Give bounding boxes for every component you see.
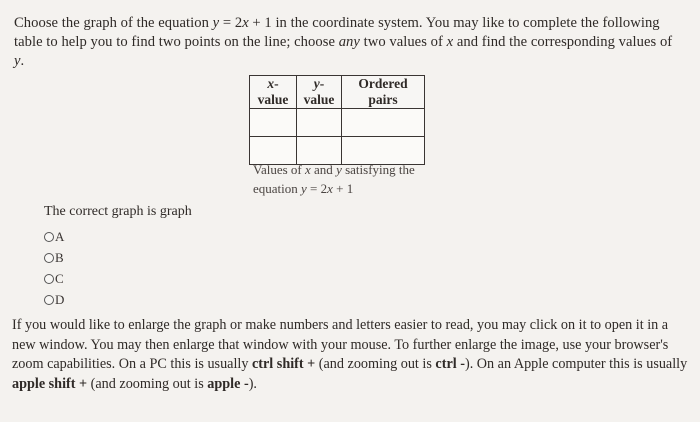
table-row [250, 109, 425, 137]
header-x-value: x-value [250, 76, 297, 109]
table-caption: Values of x and y satisfying the equation y = 2x + 1 [253, 162, 415, 196]
instruction-text: in the coordinate system. You may like to complete the following table to help you to find two points on the line; choose [14, 15, 660, 50]
radio-button[interactable] [44, 295, 54, 305]
instruction-text: Choose the graph of the equation [14, 15, 213, 31]
emphasis-any: any [338, 34, 360, 50]
radio-button[interactable] [44, 274, 54, 284]
equation: y = 2x + 1 [212, 15, 272, 31]
values-table [249, 75, 425, 165]
option-label: A [55, 228, 65, 244]
cell-x-value[interactable] [250, 109, 297, 137]
header-y-value: y-value [297, 76, 342, 109]
variable-y: y [14, 53, 21, 69]
option-label: B [55, 249, 64, 265]
question-prompt: The correct graph is graph [44, 204, 192, 219]
option-a[interactable] [44, 226, 64, 247]
option-label: D [55, 291, 65, 307]
header-ordered-pairs: Ordered pairs [342, 76, 425, 109]
instructions: Choose the graph of the equation y = 2x + 1 in the coordinate system. You may like to complete the following table to help you to find two points on the line; choose any two values of x and find the corresponding values of y. [14, 15, 673, 69]
shortcut-mac-zoom-in: apple shift + [12, 375, 88, 392]
zoom-help-text: If you would like to enlarge the graph or make numbers and letters easier to read, you may click on it to open it in a new window. You may then enlarge that window with your mouse. To further enlarge the image, use your browser's zoom capabilities. On a PC this is usually ctrl shift + (and zooming out is ctrl -). On an Apple computer this is usually apple shift + (and zooming out is apple -). [12, 317, 688, 392]
option-c[interactable] [44, 268, 64, 289]
option-label: C [55, 270, 64, 286]
table-header-row [250, 76, 425, 109]
cell-y-value[interactable] [297, 109, 342, 137]
option-b[interactable] [44, 247, 64, 268]
shortcut-mac-zoom-out: apple - [207, 375, 249, 392]
variable-x: x [446, 34, 454, 50]
radio-button[interactable] [44, 253, 54, 263]
shortcut-pc-zoom-in: ctrl shift + [251, 356, 316, 372]
answer-options [44, 226, 64, 310]
option-d[interactable] [44, 289, 64, 310]
shortcut-pc-zoom-out: ctrl - [435, 356, 465, 372]
cell-ordered-pair[interactable] [342, 109, 425, 137]
radio-button[interactable] [44, 232, 54, 242]
